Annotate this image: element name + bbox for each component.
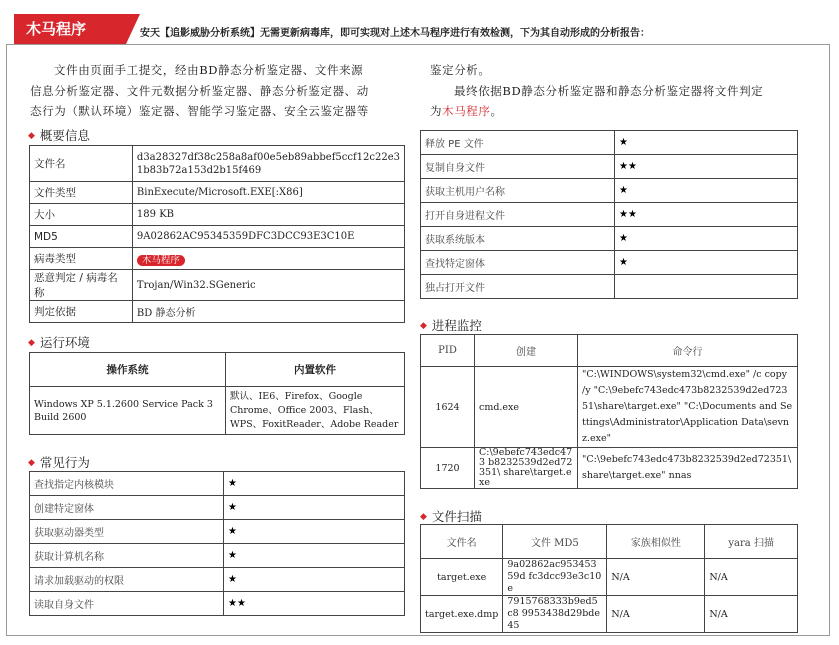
bullet-icon: ◆ xyxy=(28,458,35,468)
value-cell: 9A02862AC95345359DFC3DCC93E3C10E xyxy=(132,226,404,248)
intro-line: 鉴定分析。 xyxy=(430,63,491,77)
cmd-cell: "C:\WINDOWS\system32\cmd.exe" /c copy /y "C:\9ebefc743edc473b8232539d2ed72351\share\target.exe" "C:\Documents and Settings\Administrator\Application Data\sevnz.exe" xyxy=(578,367,798,448)
behavior-title-text: 常见行为 xyxy=(39,455,90,470)
behavior-cell: 打开自身进程文件 xyxy=(421,203,615,227)
table-row xyxy=(30,182,405,204)
intro-line: 文件由页面手工提交，经由BD静态分析鉴定器、文件来源 xyxy=(54,63,364,77)
verdict-highlight: 木马程序 xyxy=(442,104,491,118)
table-row xyxy=(30,248,405,270)
table-row xyxy=(30,270,405,301)
table-row xyxy=(30,472,405,496)
key-cell: 文件名 xyxy=(30,146,133,182)
table-row xyxy=(421,179,798,203)
behavior-cell: 获取系统版本 xyxy=(421,227,615,251)
bullet-icon: ◆ xyxy=(28,131,35,141)
rating-cell: ★ xyxy=(224,544,405,568)
value-cell: Trojan/Win32.SGeneric xyxy=(132,270,404,301)
pid-cell: 1624 xyxy=(421,367,475,448)
table-row xyxy=(30,204,405,226)
value-cell: BD 静态分析 xyxy=(132,301,404,323)
scan-table xyxy=(420,524,798,633)
overview-title-text: 概要信息 xyxy=(39,128,90,143)
intro-line: 最终依据BD静态分析鉴定器和静态分析鉴定器将文件判定 xyxy=(454,83,764,98)
md5-cell: 9a02862ac95345359d fc3dcc93e3c10e xyxy=(503,559,607,596)
key-cell: 判定依据 xyxy=(30,301,133,323)
table-row xyxy=(421,335,798,367)
behavior-cell: 获取计算机名称 xyxy=(30,544,224,568)
behavior-cell: 读取自身文件 xyxy=(30,592,224,616)
process-table xyxy=(420,334,798,489)
rating-cell: ★ xyxy=(615,227,798,251)
key-cell: 恶意判定 / 病毒名称 xyxy=(30,270,133,301)
behavior-cell: 创建特定窗体 xyxy=(30,496,224,520)
intro-line: 信息分析鉴定器、文件元数据分析鉴定器、静态分析鉴定器、动 xyxy=(30,83,369,98)
bullet-icon: ◆ xyxy=(420,321,427,331)
virus-type-badge: 木马程序 xyxy=(137,255,185,266)
behavior-cell: 获取驱动器类型 xyxy=(30,520,224,544)
header-cell: 操作系统 xyxy=(30,353,226,387)
rating-cell: ★ xyxy=(615,179,798,203)
env-title-text: 运行环境 xyxy=(39,335,90,350)
create-cell: C:\9ebefc743edc473 b8232539d2ed72351\ share\target.exe xyxy=(475,448,578,489)
rating-cell: ★ xyxy=(615,251,798,275)
table-row xyxy=(421,559,798,596)
value-cell: BinExecute/Microsoft.EXE[:X86] xyxy=(132,182,404,204)
table-row xyxy=(421,131,798,155)
header-cell: 命令行 xyxy=(578,335,798,367)
table-row xyxy=(421,525,798,559)
family-cell: N/A xyxy=(607,559,705,596)
family-cell: N/A xyxy=(607,596,705,633)
intro-line: 态行为（默认环境）鉴定器、智能学习鉴定器、安全云鉴定器等 xyxy=(30,104,369,118)
intro-text: 为 xyxy=(430,104,443,118)
key-cell: 病毒类型 xyxy=(30,248,133,270)
behavior-cell: 释放 PE 文件 xyxy=(421,131,615,155)
scan-title xyxy=(420,507,482,525)
value-cell: 189 KB xyxy=(132,204,404,226)
cmd-cell: "C:\9ebefc743edc473b8232539d2ed72351\ share\target.exe" nnas xyxy=(578,448,798,489)
table-row xyxy=(30,496,405,520)
behavior-cell: 复制自身文件 xyxy=(421,155,615,179)
behavior-title xyxy=(28,453,90,471)
process-title xyxy=(420,316,482,334)
header-cell: 创建 xyxy=(475,335,578,367)
table-row xyxy=(30,226,405,248)
intro-left xyxy=(30,60,410,122)
table-row xyxy=(30,544,405,568)
behavior-cell: 获取主机用户名称 xyxy=(421,179,615,203)
software-cell: 默认、IE6、Firefox、Google Chrome、Office 2003、Flash、WPS、FoxitReader、Adobe Reader xyxy=(226,387,405,435)
table-row xyxy=(30,387,405,435)
header-cell: 内置软件 xyxy=(226,353,405,387)
pid-cell: 1720 xyxy=(421,448,475,489)
rating-cell: ★ xyxy=(224,568,405,592)
rating-cell: ★★ xyxy=(615,203,798,227)
process-title-text: 进程监控 xyxy=(431,318,482,333)
table-row xyxy=(421,596,798,633)
behavior-cell: 请求加载驱动的权限 xyxy=(30,568,224,592)
bullet-icon: ◆ xyxy=(420,512,427,522)
rating-cell: ★ xyxy=(224,520,405,544)
key-cell: 文件类型 xyxy=(30,182,133,204)
section-tag: 木马程序 xyxy=(14,14,126,44)
header-cell: 文件 MD5 xyxy=(503,525,607,559)
filename-cell: target.exe.dmp xyxy=(421,596,503,633)
header-text: 安天【追影威胁分析系统】无需更新病毒库，即可实现对上述木马程序进行有效检测，下为其自动形成的分析报告： xyxy=(140,28,650,39)
rating-cell xyxy=(615,275,798,299)
bullet-icon: ◆ xyxy=(28,338,35,348)
rating-cell: ★★ xyxy=(224,592,405,616)
key-cell: MD5 xyxy=(30,226,133,248)
overview-title xyxy=(28,126,90,144)
table-row xyxy=(421,251,798,275)
table-row xyxy=(30,592,405,616)
yara-cell: N/A xyxy=(705,559,798,596)
behavior-cell: 查找指定内核模块 xyxy=(30,472,224,496)
scan-title-text: 文件扫描 xyxy=(431,509,482,524)
yara-cell: N/A xyxy=(705,596,798,633)
table-row xyxy=(421,367,798,448)
intro-text: 。 xyxy=(490,104,503,118)
table-row xyxy=(30,146,405,182)
header-cell: yara 扫描 xyxy=(705,525,798,559)
behavior-table-2 xyxy=(420,130,798,299)
table-row xyxy=(421,275,798,299)
table-row xyxy=(421,227,798,251)
table-row xyxy=(30,301,405,323)
table-row xyxy=(30,568,405,592)
header-cell: 家族相似性 xyxy=(607,525,705,559)
header-cell: PID xyxy=(421,335,475,367)
value-cell xyxy=(132,248,404,270)
header-cell: 文件名 xyxy=(421,525,503,559)
intro-right xyxy=(430,60,820,122)
table-row xyxy=(30,353,405,387)
env-table xyxy=(29,352,405,435)
overview-table xyxy=(29,145,405,323)
md5-cell: 7915768333b9ed5c8 9953438d29bde45 xyxy=(503,596,607,633)
intro-line xyxy=(430,101,820,122)
filename-cell: target.exe xyxy=(421,559,503,596)
table-row xyxy=(30,520,405,544)
behavior-table xyxy=(29,471,405,616)
behavior-cell: 独占打开文件 xyxy=(421,275,615,299)
table-row xyxy=(421,448,798,489)
value-cell: d3a28327df38c258a8af00e5eb89abbef5ccf12c22e3 1b83b72a153d2b15f469 xyxy=(132,146,404,182)
table-row xyxy=(421,203,798,227)
rating-cell: ★★ xyxy=(615,155,798,179)
create-cell: cmd.exe xyxy=(475,367,578,448)
table-row xyxy=(421,155,798,179)
behavior-cell: 查找特定窗体 xyxy=(421,251,615,275)
key-cell: 大小 xyxy=(30,204,133,226)
env-title xyxy=(28,333,90,351)
rating-cell: ★ xyxy=(615,131,798,155)
rating-cell: ★ xyxy=(224,496,405,520)
os-cell: Windows XP 5.1.2600 Service Pack 3 Build 2600 xyxy=(30,387,226,435)
rating-cell: ★ xyxy=(224,472,405,496)
